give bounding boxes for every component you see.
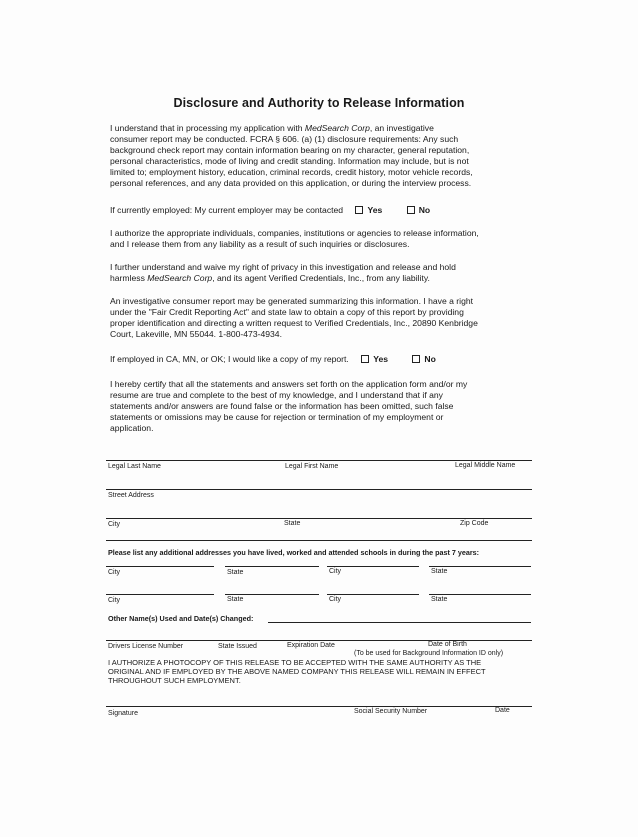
city-label: City — [108, 569, 121, 576]
state-issued-label: State Issued — [218, 643, 257, 650]
text-line: personal characteristics, mode of living and credit standing. Information may include, but is not — [110, 156, 469, 166]
state-label: State — [227, 596, 244, 603]
document-title: Disclosure and Authority to Release Information — [173, 96, 465, 110]
text-line: I authorize the appropriate individuals, companies, institutions or agencies to release information, — [110, 228, 479, 238]
state-label: State — [284, 520, 301, 527]
other-names-input-line[interactable] — [268, 622, 531, 623]
ssn-label: Social Security Number — [354, 708, 428, 715]
license-dob-input-line[interactable] — [106, 640, 532, 641]
legal-middle-name-label: Legal Middle Name — [455, 462, 516, 469]
additional-addresses-heading: Please list any additional addresses you have lived, worked and attended schools in during the past 7 years: — [108, 548, 480, 557]
state-label: State — [227, 569, 244, 576]
authorization-paragraph — [110, 228, 532, 250]
text-line: and I release them from any liability as a result of such inquiries or disclosures. — [110, 239, 410, 249]
report-copy-text: If employed in CA, MN, or OK; I would like a copy of my report. — [110, 354, 349, 364]
city-label: City — [108, 597, 121, 604]
consumer-report-paragraph — [110, 296, 532, 340]
disclosure-paragraph — [110, 123, 532, 189]
drivers-license-label: Drivers License Number — [108, 643, 184, 650]
report-copy-yes-option[interactable]: Yes — [361, 354, 388, 364]
text-line: ORIGINAL AND IF EMPLOYED BY THE ABOVE NAMED COMPANY THIS RELEASE WILL REMAIN IN EFFECT — [108, 667, 486, 677]
legal-first-name-label: Legal First Name — [285, 463, 339, 470]
text-line: Court, Lakeville, MN 55044. 1-800-473-4934. — [110, 329, 282, 339]
city-input-line[interactable] — [327, 566, 419, 567]
state-input-line[interactable] — [429, 566, 531, 567]
report-copy-question — [110, 354, 532, 365]
text-line: I hereby certify that all the statements and answers set forth on the application form and/or my — [110, 379, 468, 389]
other-names-label: Other Name(s) Used and Date(s) Changed: — [108, 614, 254, 623]
text-line: I AUTHORIZE A PHOTOCOPY OF THIS RELEASE TO BE ACCEPTED WITH THE SAME AUTHORITY AS THE — [108, 658, 482, 667]
text-line: statements or omissions may be cause for rejection or termination of my employment or — [110, 412, 444, 422]
employer-contact-no-option[interactable]: No — [407, 205, 430, 215]
text-line: THROUGHOUT SUCH EMPLOYMENT. — [108, 676, 241, 686]
text-line: under the "Fair Credit Reporting Act" and state law to obtain a copy of this report by providing — [110, 307, 464, 317]
company-name: MedSearch Corp — [147, 273, 213, 283]
state-input-line[interactable] — [225, 566, 319, 567]
employer-contact-yes-option[interactable]: Yes — [355, 205, 382, 215]
text-line: resume are true and complete to the best of my knowledge, and I understand that if any — [110, 390, 443, 400]
street-address-input-line[interactable] — [106, 489, 532, 490]
text-line: I further understand and waive my right of privacy in this investigation and release and hold — [110, 262, 456, 272]
date-label: Date — [495, 707, 510, 714]
text-line: background check report may contain information bearing on my character, general reputation, — [110, 145, 470, 155]
disclosure-first-line: I understand that in processing my application with MedSearch Corp, an investigative — [110, 123, 434, 133]
legal-name-input-line[interactable] — [106, 460, 532, 461]
state-input-line[interactable] — [225, 594, 319, 595]
zip-code-label: Zip Code — [460, 520, 489, 527]
privacy-waiver-paragraph — [110, 262, 532, 284]
section-divider — [106, 540, 532, 541]
signature-label: Signature — [108, 710, 138, 717]
signature-input-line[interactable] — [106, 706, 532, 707]
report-copy-no-option[interactable]: No — [412, 354, 435, 364]
city-label: City — [329, 596, 342, 603]
city-label: City — [329, 568, 342, 575]
company-name: MedSearch Corp — [304, 123, 370, 133]
text-line: application. — [110, 423, 154, 433]
city-input-line[interactable] — [106, 566, 214, 567]
city-label: City — [108, 521, 121, 528]
text-line: harmless MedSearch Corp, and its agent Verified Credentials, Inc., from any liability. — [110, 273, 430, 283]
state-label: State — [431, 568, 448, 575]
expiration-date-label: Expiration Date — [287, 642, 335, 649]
street-address-label: Street Address — [108, 492, 154, 499]
certification-paragraph — [110, 379, 532, 434]
date-of-birth-label: Date of Birth — [428, 641, 467, 648]
text-line: personal references, and any data provided on this application, or during the interview process. — [110, 178, 472, 188]
state-input-line[interactable] — [429, 594, 531, 595]
text-line: limited to; employment history, education, criminal records, credit history, motor vehicle records, — [110, 167, 473, 177]
city-input-line[interactable] — [327, 594, 419, 595]
text-line: consumer report may be conducted. FCRA § 606. (a) (1) disclosure requirements: Any such — [110, 134, 459, 144]
text-line: An investigative consumer report may be generated summarizing this information. I have a right — [110, 296, 474, 306]
checkbox-no[interactable] — [407, 206, 415, 214]
text-line: statements and/or answers are found false or the information has been omitted, such false — [110, 401, 454, 411]
legal-last-name-label: Legal Last Name — [108, 463, 161, 470]
employer-contact-question — [110, 205, 532, 216]
city-state-zip-input-line[interactable] — [106, 518, 532, 519]
city-input-line[interactable] — [106, 594, 214, 595]
photocopy-authorization — [108, 658, 528, 686]
text-line: proper identification and directing a written request to Verified Credentials, Inc., 20890 Kenbridge — [110, 318, 478, 328]
checkbox-yes[interactable] — [361, 355, 369, 363]
checkbox-yes[interactable] — [355, 206, 363, 214]
dob-note: (To be used for Background Information ID only) — [354, 650, 504, 657]
checkbox-no[interactable] — [412, 355, 420, 363]
state-label: State — [431, 596, 448, 603]
employer-contact-text: If currently employed: My current employer may be contacted — [110, 205, 344, 215]
